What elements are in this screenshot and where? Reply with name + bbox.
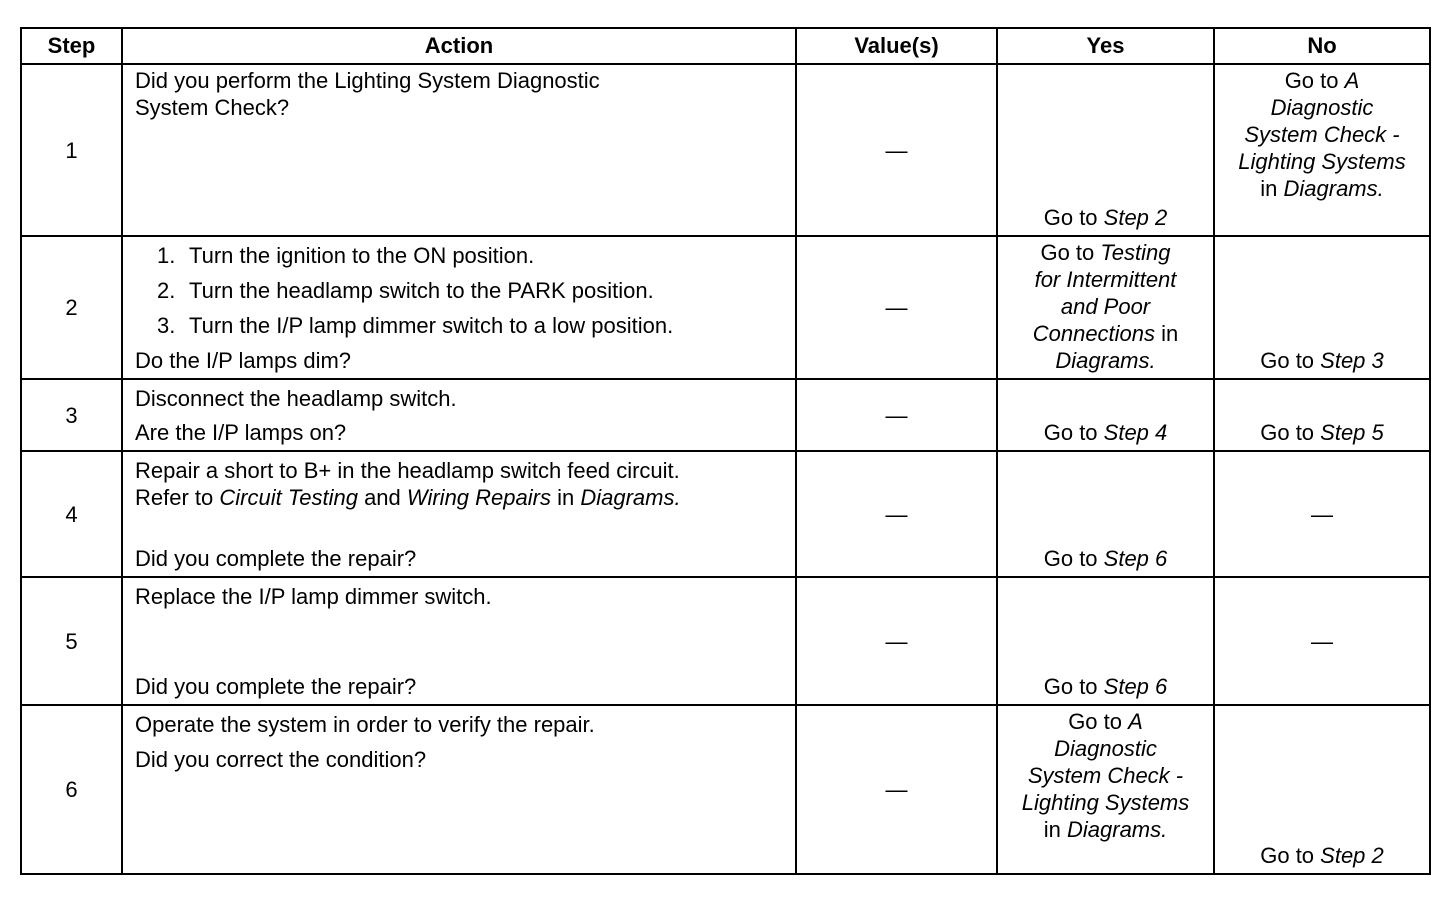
value-cell: — xyxy=(796,451,997,577)
yes-link[interactable]: Go to Step 6 xyxy=(1043,546,1168,571)
yes-link[interactable]: Go to Step 2 xyxy=(1043,205,1168,230)
action-cell xyxy=(122,577,796,705)
diagnostic-table xyxy=(20,27,1431,875)
yes-link[interactable]: Go to Step 4 xyxy=(1043,420,1168,445)
no-link[interactable]: Go to A Diagnostic System Check - Lighting Systems in Diagrams. xyxy=(1238,68,1406,201)
list-item: 3. Turn the I/P lamp dimmer switch to a low position. xyxy=(157,313,674,338)
action-question: Are the I/P lamps on? xyxy=(135,420,347,445)
no-cell xyxy=(1214,236,1430,379)
yes-cell xyxy=(997,705,1214,874)
table-row-step-5 xyxy=(21,577,1430,705)
table-row-step-4 xyxy=(21,451,1430,577)
action-cell xyxy=(122,64,796,236)
no-cell: — xyxy=(1214,577,1430,705)
no-link[interactable]: Go to Step 5 xyxy=(1260,420,1384,445)
step-number: 6 xyxy=(21,705,122,874)
list-item: 2. Turn the headlamp switch to the PARK position. xyxy=(157,278,654,303)
no-cell xyxy=(1214,705,1430,874)
list-item: 1. Turn the ignition to the ON position. xyxy=(157,243,535,268)
no-cell xyxy=(1214,64,1430,236)
header-row xyxy=(21,28,1430,64)
step-number: 5 xyxy=(21,577,122,705)
yes-link[interactable]: Go to Step 6 xyxy=(1043,674,1168,699)
header-yes: Yes xyxy=(997,28,1214,64)
yes-cell xyxy=(997,236,1214,379)
action-question: Did you complete the repair? xyxy=(135,674,417,699)
value-cell: — xyxy=(796,379,997,451)
action-cell xyxy=(122,705,796,874)
yes-cell xyxy=(997,379,1214,451)
action-text: Operate the system in order to verify the repair. xyxy=(135,712,595,737)
action-text: Replace the I/P lamp dimmer switch. xyxy=(135,584,492,609)
action-text: Disconnect the headlamp switch. xyxy=(135,386,457,411)
no-link[interactable]: Go to Step 3 xyxy=(1260,348,1384,373)
yes-cell xyxy=(997,577,1214,705)
action-reference: Refer to Circuit Testing and Wiring Repairs in Diagrams. xyxy=(135,485,681,510)
yes-link[interactable]: Go to Testing for Intermittent and Poor Connections in Diagrams. xyxy=(1032,240,1179,373)
action-text: Did you perform the Lighting System Diagnostic xyxy=(135,68,600,93)
header-values: Value(s) xyxy=(796,28,997,64)
step-number: 3 xyxy=(21,379,122,451)
table-row-step-1 xyxy=(21,64,1430,236)
value-cell: — xyxy=(796,577,997,705)
action-text: System Check? xyxy=(135,95,290,120)
no-link[interactable]: Go to Step 2 xyxy=(1260,843,1384,868)
header-action: Action xyxy=(122,28,796,64)
step-number: 4 xyxy=(21,451,122,577)
action-cell xyxy=(122,379,796,451)
table-row-step-2 xyxy=(21,236,1430,379)
yes-cell xyxy=(997,64,1214,236)
value-cell: — xyxy=(796,236,997,379)
yes-link[interactable]: Go to A Diagnostic System Check - Lighting Systems in Diagrams. xyxy=(1021,709,1190,842)
procedure-list xyxy=(135,242,785,339)
action-text: Repair a short to B+ in the headlamp switch feed circuit. xyxy=(135,458,680,483)
header-step: Step xyxy=(21,28,122,64)
action-question: Did you complete the repair? xyxy=(135,546,417,571)
table-row-step-6 xyxy=(21,705,1430,874)
action-cell xyxy=(122,236,796,379)
step-number: 2 xyxy=(21,236,122,379)
no-cell: — xyxy=(1214,451,1430,577)
value-cell: — xyxy=(796,64,997,236)
value-cell: — xyxy=(796,705,997,874)
yes-cell xyxy=(997,451,1214,577)
header-no: No xyxy=(1214,28,1430,64)
action-question: Do the I/P lamps dim? xyxy=(135,348,352,373)
step-number: 1 xyxy=(21,64,122,236)
no-cell xyxy=(1214,379,1430,451)
action-question: Did you correct the condition? xyxy=(135,747,427,772)
action-cell xyxy=(122,451,796,577)
table-row-step-3 xyxy=(21,379,1430,451)
